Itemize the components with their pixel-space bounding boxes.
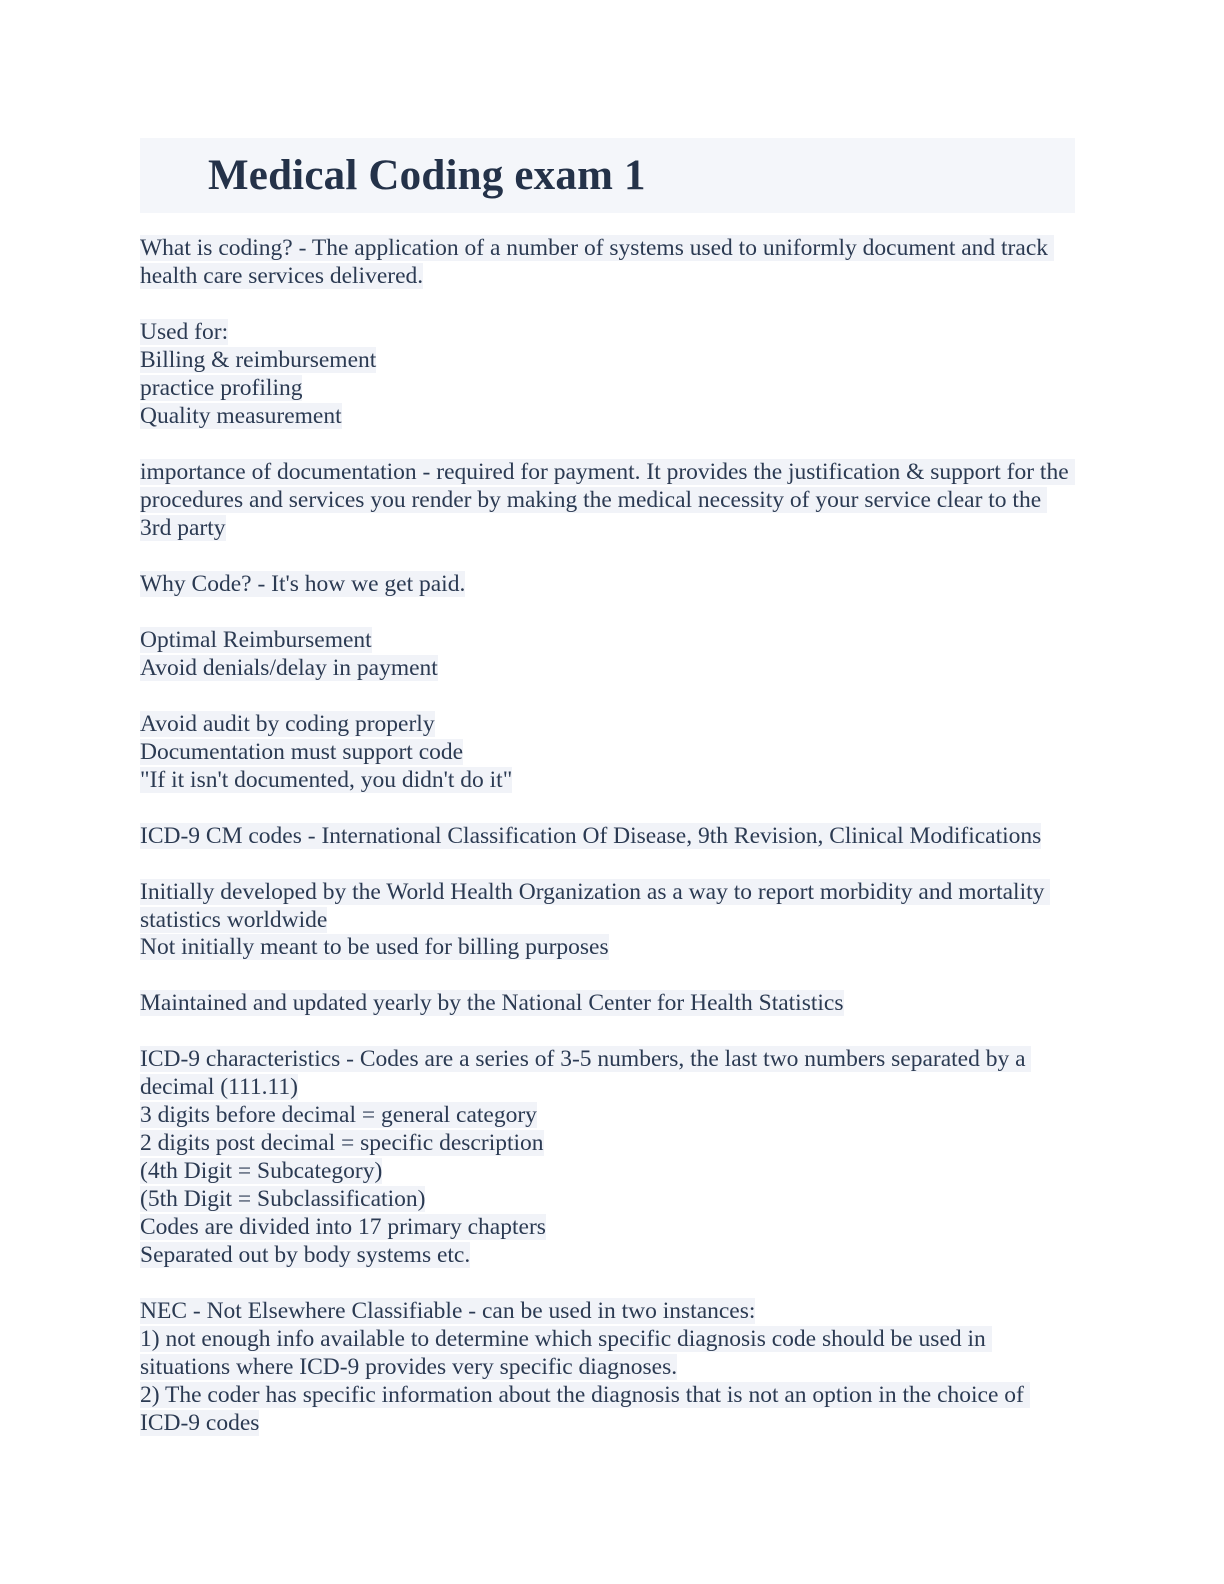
highlighted-text: Avoid audit by coding properly (140, 710, 435, 737)
highlighted-text: 1) not enough info available to determine which specific diagnosis code should be used in situations where ICD-9 provides very specific diagnoses. (140, 1325, 992, 1380)
highlighted-text: Why Code? - It's how we get paid. (140, 570, 466, 597)
paragraph-block (140, 235, 1075, 291)
highlighted-text: Initially developed by the World Health Organization as a way to report morbidity and mortality statistics worldwide (140, 878, 1051, 933)
paragraph-block (140, 459, 1075, 543)
text-line (140, 767, 1075, 795)
title-banner (140, 138, 1075, 213)
text-line (140, 571, 1075, 599)
highlighted-text: Not initially meant to be used for billing purposes (140, 934, 609, 961)
paragraph-block (140, 879, 1075, 963)
text-line (140, 823, 1075, 851)
text-line (140, 879, 1075, 935)
paragraph-block (140, 627, 1075, 683)
text-line (140, 711, 1075, 739)
text-line (140, 1046, 1075, 1102)
highlighted-text: ICD-9 CM codes - International Classification Of Disease, 9th Revision, Clinical Modifications (140, 822, 1042, 849)
paragraph-block (140, 711, 1075, 795)
highlighted-text: 2 digits post decimal = specific description (140, 1130, 544, 1157)
highlighted-text: Codes are divided into 17 primary chapters (140, 1214, 546, 1241)
highlighted-text: Avoid denials/delay in payment (140, 654, 438, 681)
text-line (140, 934, 1075, 962)
text-line (140, 1326, 1075, 1382)
text-line (140, 627, 1075, 655)
text-line (140, 1382, 1075, 1438)
highlighted-text: 2) The coder has specific information about the diagnosis that is not an option in the choice of ICD-9 codes (140, 1381, 1030, 1436)
page-title: Medical Coding exam 1 (208, 152, 646, 199)
paragraph-block (140, 990, 1075, 1018)
paragraph-block (140, 319, 1075, 431)
text-line (140, 1214, 1075, 1242)
highlighted-text: practice profiling (140, 375, 303, 402)
highlighted-text: (5th Digit = Subclassification) (140, 1186, 426, 1213)
paragraph-block (140, 571, 1075, 599)
highlighted-text: Separated out by body systems etc. (140, 1242, 471, 1269)
highlighted-text: Maintained and updated yearly by the National Center for Health Statistics (140, 990, 844, 1017)
highlighted-text: ICD-9 characteristics - Codes are a series of 3-5 numbers, the last two numbers separated by a decimal (111.11) (140, 1046, 1032, 1101)
highlighted-text: "If it isn't documented, you didn't do it" (140, 766, 513, 793)
text-line (140, 403, 1075, 431)
text-line (140, 1242, 1075, 1270)
highlighted-text: Optimal Reimbursement (140, 626, 372, 653)
highlighted-text: Quality measurement (140, 403, 342, 430)
text-line (140, 990, 1075, 1018)
text-line (140, 319, 1075, 347)
paragraph-block (140, 1298, 1075, 1438)
highlighted-text: Used for: (140, 319, 229, 346)
highlighted-text: What is coding? - The application of a number of systems used to uniformly document and track health care services delivered. (140, 235, 1054, 290)
highlighted-text: (4th Digit = Subcategory) (140, 1158, 383, 1185)
text-line (140, 235, 1075, 291)
document-body (140, 235, 1075, 1437)
highlighted-text: Billing & reimbursement (140, 347, 377, 374)
highlighted-text: Documentation must support code (140, 738, 464, 765)
text-line (140, 739, 1075, 767)
highlighted-text: NEC - Not Elsewhere Classifiable - can be used in two instances: (140, 1297, 756, 1324)
text-line (140, 1130, 1075, 1158)
text-line (140, 347, 1075, 375)
highlighted-text: importance of documentation - required for payment. It provides the justification & support for the procedures and services you render by making the medical necessity of your service clear to the 3rd party (140, 459, 1075, 541)
text-line (140, 655, 1075, 683)
text-line (140, 1102, 1075, 1130)
document-content (140, 138, 1075, 1466)
paragraph-block (140, 823, 1075, 851)
text-line (140, 1158, 1075, 1186)
text-line (140, 375, 1075, 403)
text-line (140, 1186, 1075, 1214)
highlighted-text: 3 digits before decimal = general category (140, 1102, 537, 1129)
paragraph-block (140, 1046, 1075, 1270)
text-line (140, 1298, 1075, 1326)
text-line (140, 459, 1075, 543)
